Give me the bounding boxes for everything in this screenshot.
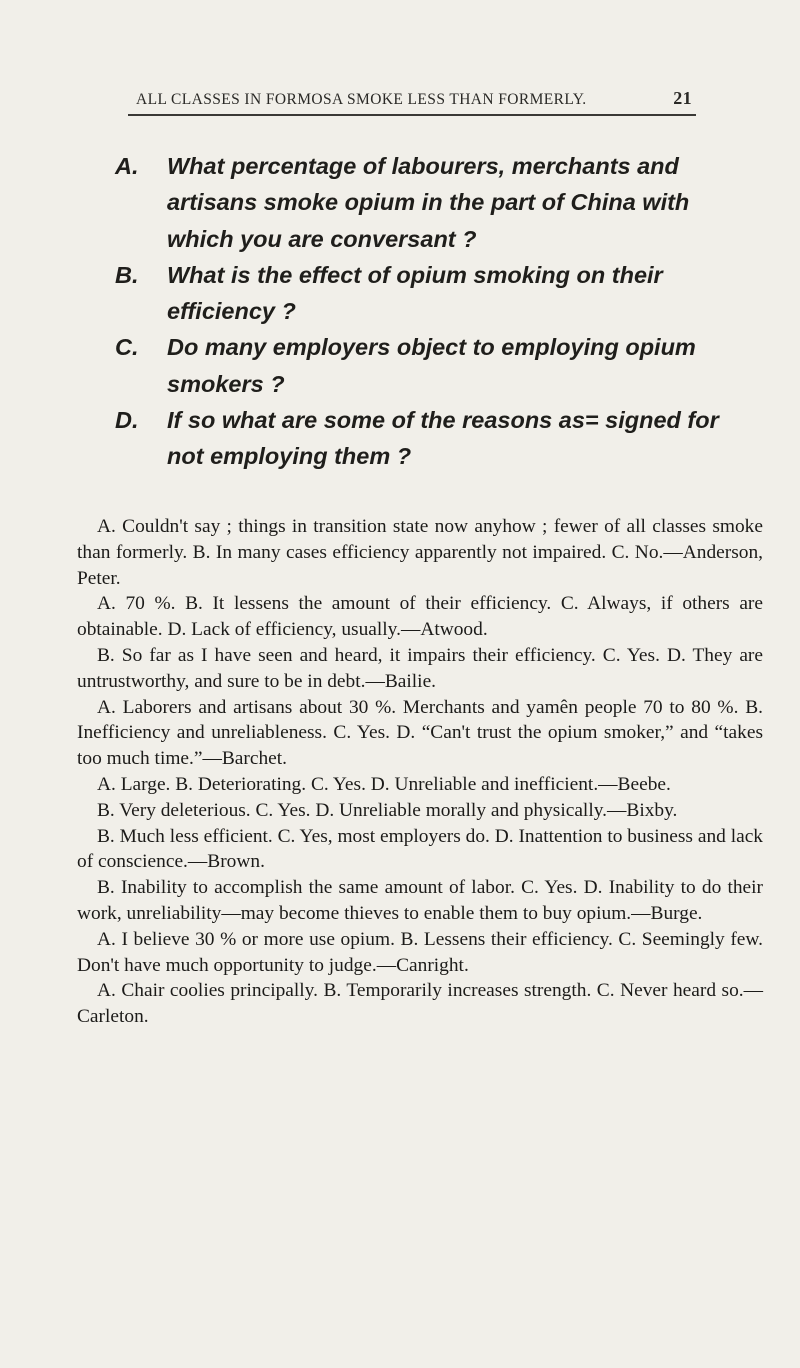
answer-bailie: B. So far as I have seen and heard, it impairs their efficiency. C. Yes. D. They are untrustworthy, and sure to be in debt.—Bailie. (77, 644, 763, 692)
question-d (115, 402, 747, 475)
question-text: What percentage of labourers, merchants and artisans smoke opium in the part of China with which you are conversant ? (167, 153, 690, 252)
question-letter: C. (115, 334, 139, 361)
answer-barchet: A. Laborers and artisans about 30 %. Merchants and yamên people 70 to 80 %. B. Inefficiency and unreliableness. C. Yes. D. “Can't trust the opium smoker,” and “takes too much time.”—Barchet. (77, 696, 763, 770)
running-header (136, 88, 692, 109)
answer-atwood: A. 70 %. B. It lessens the amount of their efficiency. C. Always, if others are obtainable. D. Lack of efficiency, usually.—Atwood. (77, 593, 763, 641)
question-text: If so what are some of the reasons as= signed for not employing them ? (167, 407, 719, 470)
answer-bixby: B. Very deleterious. C. Yes. D. Unreliable morally and physically.—Bixby. (97, 799, 678, 821)
answer-beebe: A. Large. B. Deteriorating. C. Yes. D. Unreliable and inefficient.—Beebe. (97, 773, 671, 795)
answer-anderson: A. Couldn't say ; things in transition state now anyhow ; fewer of all classes smoke than formerly. B. In many cases efficiency apparently not impaired. C. No.—Anderson, Peter. (77, 516, 763, 589)
question-letter: D. (115, 407, 139, 434)
questions-block (115, 148, 747, 475)
question-letter: B. (115, 261, 139, 288)
question-text: What is the effect of opium smoking on their efficiency ? (167, 261, 663, 325)
answer-burge: B. Inability to accomplish the same amount of labor. C. Yes. D. Inability to do their work, unreliability—may become thieves to enable them to buy opium.—Burge. (77, 877, 763, 924)
answers-block (77, 514, 763, 1030)
question-text: Do many employers object to employing opium smokers ? (167, 334, 696, 397)
question-a (115, 148, 747, 257)
question-b (115, 257, 747, 330)
answer-brown: B. Much less efficient. C. Yes, most employers do. D. Inattention to business and lack of conscience.—Brown. (77, 825, 763, 873)
running-title: ALL CLASSES IN FORMOSA SMOKE LESS THAN FORMERLY. (136, 91, 587, 108)
page-number: 21 (673, 88, 692, 108)
header-rule (128, 114, 696, 116)
answer-canright: A. I believe 30 % or more use opium. B. Lessens their efficiency. C. Seemingly few. Don't have much opportunity to judge.—Canright. (77, 928, 763, 976)
question-letter: A. (115, 153, 139, 179)
question-c (115, 329, 747, 402)
answer-carleton: A. Chair coolies principally. B. Temporarily increases strength. C. Never heard so.—Carleton. (77, 980, 763, 1028)
